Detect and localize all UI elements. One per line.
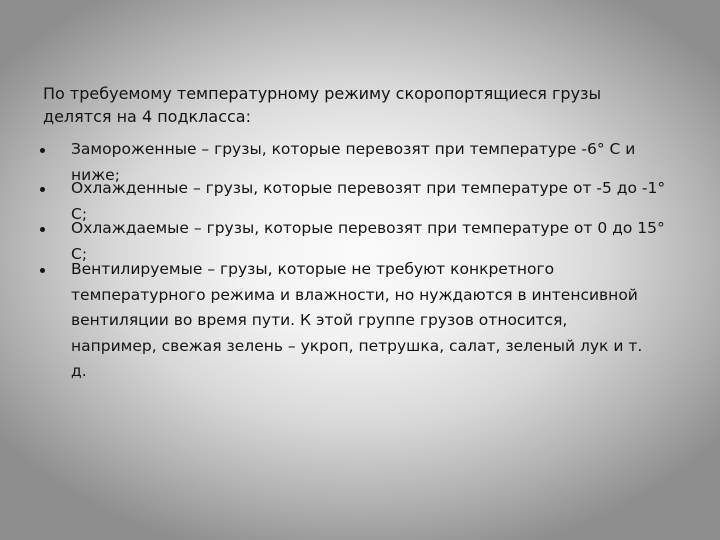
slide-heading: По требуемому температурному режиму скоропортящиеся грузы делятся на 4 подкласса: bbox=[43, 84, 602, 126]
bullet-dot-icon bbox=[40, 268, 45, 273]
bullet-dot-icon bbox=[40, 187, 45, 192]
bullet-text-cooled: Охлаждаемые – грузы, которые перевозят при температуре от 0 до 15° C; bbox=[71, 219, 665, 263]
bullet-text-frozen: Замороженные – грузы, которые перевозят при температуре -6° C и ниже; bbox=[71, 140, 636, 184]
bullet-dot-icon bbox=[40, 227, 45, 232]
bullet-dot-icon bbox=[40, 148, 45, 153]
bullet-item-ventilated bbox=[71, 257, 651, 385]
bullet-text-ventilated: Вентилируемые – грузы, которые не требуют конкретного температурного режима и влажности, но нуждаются в интенсивной вентиляции во время пути. К этой группе грузов относится, например, свежая зелень – укроп, петрушка, салат, зеленый лук и т. д. bbox=[71, 260, 643, 381]
bullet-text-chilled: Охлажденные – грузы, которые перевозят при температуре от -5 до -1° C; bbox=[71, 179, 666, 223]
